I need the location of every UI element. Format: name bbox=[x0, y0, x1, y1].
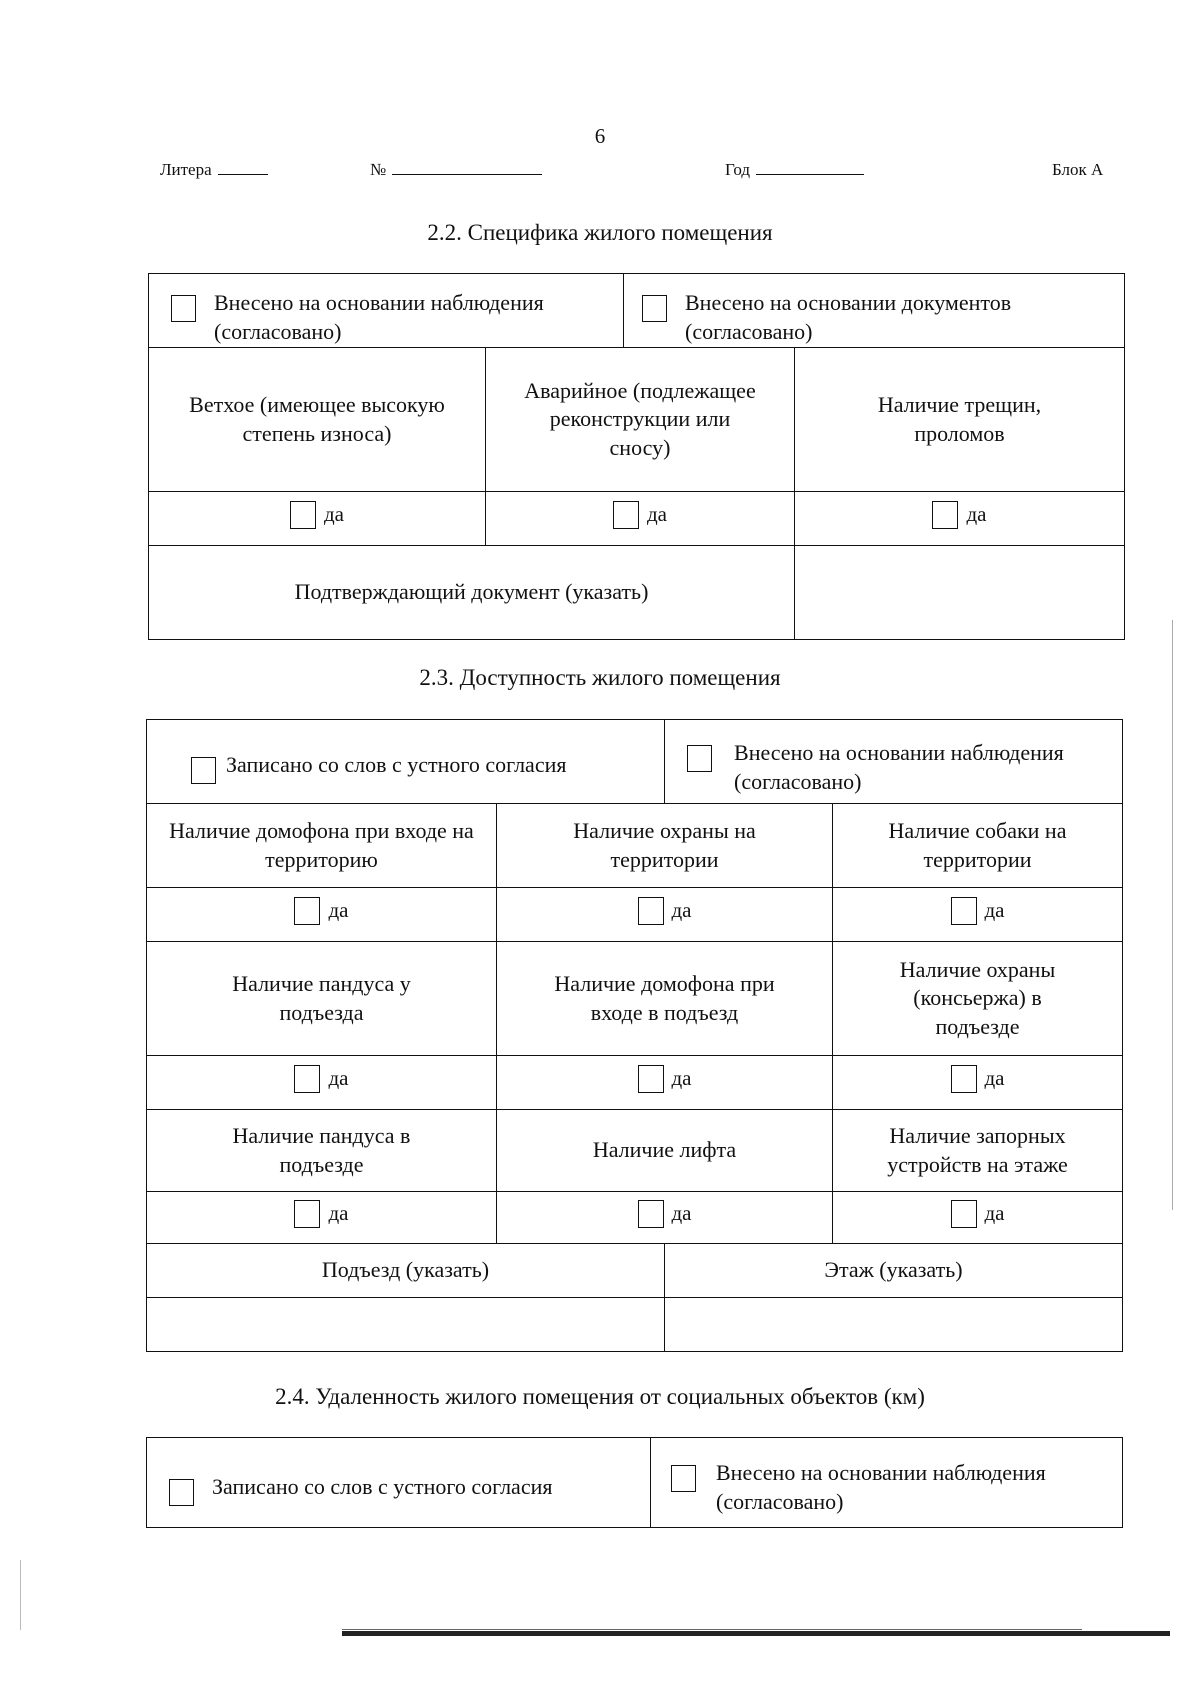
distance-oral-consent-cell bbox=[147, 1438, 651, 1528]
cracks-yes-cell bbox=[795, 492, 1125, 546]
emergency-yes-cell bbox=[486, 492, 795, 546]
number-label: № bbox=[370, 160, 387, 179]
source-observation-checkbox[interactable] bbox=[171, 295, 196, 322]
scan-margin-mark-left bbox=[20, 1560, 21, 1630]
concierge-yes-cell bbox=[833, 1056, 1123, 1110]
number-input[interactable] bbox=[392, 160, 542, 175]
block-label: Блок А bbox=[1052, 160, 1104, 179]
section-2-4-title: 2.4. Удаленность жилого помещения от социальных объектов (км) bbox=[275, 1384, 925, 1409]
locks-yes-label: да bbox=[984, 1201, 1005, 1226]
source-documents-label: Внесено на основании документов (согласовано) bbox=[685, 289, 1012, 344]
security-territory-checkbox[interactable] bbox=[638, 897, 664, 925]
ramp-inside-yes-cell bbox=[147, 1192, 497, 1244]
security-territory-yes-cell bbox=[497, 888, 833, 942]
observation-checkbox[interactable] bbox=[687, 745, 712, 772]
oral-consent-label: Записано со слов с устного согласия bbox=[226, 752, 567, 777]
intercom-entrance-checkbox[interactable] bbox=[638, 1065, 664, 1093]
distance-oral-consent-checkbox[interactable] bbox=[169, 1479, 194, 1506]
source-observation-cell bbox=[149, 274, 624, 348]
ramp-inside-yes-label: да bbox=[328, 1201, 349, 1226]
ramp-entrance-yes-cell bbox=[147, 1056, 497, 1110]
elevator-header: Наличие лифта bbox=[497, 1110, 833, 1192]
cracks-header: Наличие трещин, проломов bbox=[795, 348, 1125, 492]
ramp-entrance-header: Наличие пандуса у подъезда bbox=[147, 942, 497, 1056]
source-observation-label: Внесено на основании наблюдения (согласовано) bbox=[214, 289, 544, 344]
floor-number-input[interactable] bbox=[665, 1298, 1123, 1352]
dilapidated-yes-label: да bbox=[323, 502, 344, 527]
scan-margin-mark bbox=[1172, 620, 1173, 1210]
distance-observation-label: Внесено на основании наблюдения (согласовано) bbox=[716, 1459, 1046, 1514]
scan-edge-line bbox=[342, 1631, 1170, 1636]
oral-consent-cell bbox=[147, 720, 665, 804]
distance-oral-consent-label: Записано со слов с устного согласия bbox=[212, 1474, 553, 1499]
locks-yes-cell bbox=[833, 1192, 1123, 1244]
intercom-territory-yes-label: да bbox=[328, 898, 349, 923]
dilapidated-yes-cell bbox=[149, 492, 486, 546]
section-2-2-table bbox=[148, 273, 1125, 640]
concierge-header: Наличие охраны (консьержа) в подъезде bbox=[833, 942, 1123, 1056]
year-field bbox=[725, 160, 864, 180]
elevator-yes-label: да bbox=[671, 1201, 692, 1226]
elevator-yes-cell bbox=[497, 1192, 833, 1244]
litera-label: Литера bbox=[160, 160, 212, 179]
dilapidated-yes-checkbox[interactable] bbox=[290, 501, 316, 529]
entrance-number-input[interactable] bbox=[147, 1298, 665, 1352]
locks-header: Наличие запорных устройств на этаже bbox=[833, 1110, 1123, 1192]
confirm-doc-label: Подтверждающий документ (указать) bbox=[149, 546, 795, 640]
intercom-entrance-yes-cell bbox=[497, 1056, 833, 1110]
concierge-checkbox[interactable] bbox=[951, 1065, 977, 1093]
litera-field bbox=[160, 160, 268, 180]
security-territory-header: Наличие охраны на территории bbox=[497, 804, 833, 888]
dog-territory-yes-label: да bbox=[984, 898, 1005, 923]
locks-checkbox[interactable] bbox=[951, 1200, 977, 1228]
dilapidated-header: Ветхое (имеющее высокую степень износа) bbox=[149, 348, 486, 492]
section-2-2-title: 2.2. Специфика жилого помещения bbox=[427, 220, 773, 245]
elevator-checkbox[interactable] bbox=[638, 1200, 664, 1228]
year-input[interactable] bbox=[756, 160, 864, 175]
section-2-4-table bbox=[146, 1437, 1123, 1528]
scan-edge-thin-line bbox=[342, 1629, 1082, 1630]
observation-label: Внесено на основании наблюдения (согласовано) bbox=[734, 739, 1064, 794]
litera-input[interactable] bbox=[218, 160, 268, 175]
ramp-inside-checkbox[interactable] bbox=[294, 1200, 320, 1228]
page-number: 6 bbox=[594, 124, 606, 148]
oral-consent-checkbox[interactable] bbox=[191, 757, 216, 784]
ramp-entrance-checkbox[interactable] bbox=[294, 1065, 320, 1093]
ramp-entrance-yes-label: да bbox=[328, 1066, 349, 1091]
section-2-3-title: 2.3. Доступность жилого помещения bbox=[419, 665, 781, 690]
intercom-entrance-yes-label: да bbox=[671, 1066, 692, 1091]
number-field bbox=[370, 160, 542, 180]
entrance-number-label: Подъезд (указать) bbox=[147, 1244, 665, 1298]
intercom-territory-header: Наличие домофона при входе на территорию bbox=[147, 804, 497, 888]
intercom-territory-checkbox[interactable] bbox=[294, 897, 320, 925]
source-documents-cell bbox=[624, 274, 1125, 348]
observation-cell bbox=[665, 720, 1123, 804]
distance-observation-checkbox[interactable] bbox=[671, 1465, 696, 1492]
dog-territory-checkbox[interactable] bbox=[951, 897, 977, 925]
dog-territory-yes-cell bbox=[833, 888, 1123, 942]
emergency-yes-label: да bbox=[646, 502, 667, 527]
cracks-yes-checkbox[interactable] bbox=[932, 501, 958, 529]
ramp-inside-header: Наличие пандуса в подъезде bbox=[147, 1110, 497, 1192]
emergency-header: Аварийное (подлежащее реконструкции или сносу) bbox=[486, 348, 795, 492]
dog-territory-header: Наличие собаки на территории bbox=[833, 804, 1123, 888]
cracks-yes-label: да bbox=[966, 502, 987, 527]
intercom-entrance-header: Наличие домофона при входе в подъезд bbox=[497, 942, 833, 1056]
section-2-3-table bbox=[146, 719, 1123, 1352]
confirm-doc-input[interactable] bbox=[795, 546, 1125, 640]
concierge-yes-label: да bbox=[984, 1066, 1005, 1091]
source-documents-checkbox[interactable] bbox=[642, 295, 667, 322]
security-territory-yes-label: да bbox=[671, 898, 692, 923]
intercom-territory-yes-cell bbox=[147, 888, 497, 942]
emergency-yes-checkbox[interactable] bbox=[613, 501, 639, 529]
year-label: Год bbox=[725, 160, 750, 179]
distance-observation-cell bbox=[651, 1438, 1123, 1528]
floor-number-label: Этаж (указать) bbox=[665, 1244, 1123, 1298]
